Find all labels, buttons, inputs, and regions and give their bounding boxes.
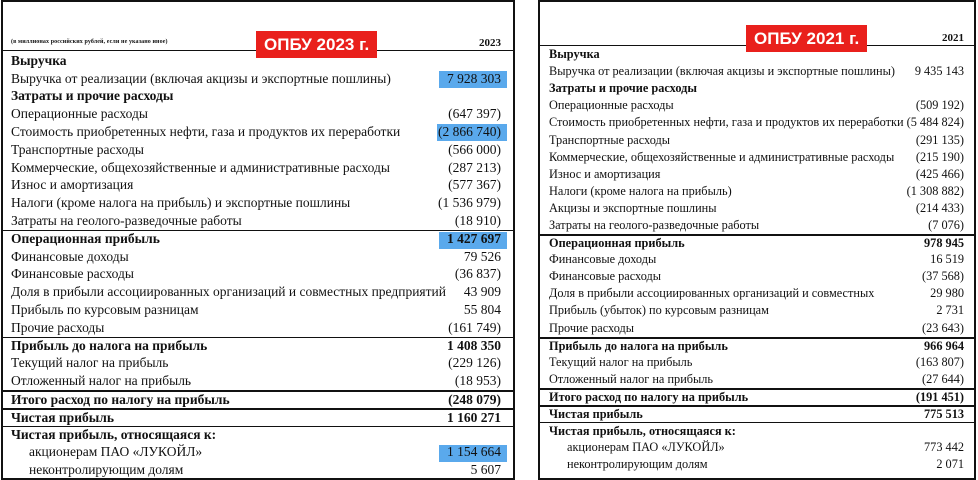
table-row bbox=[3, 230, 513, 248]
table-row bbox=[540, 422, 974, 439]
table-row bbox=[540, 439, 974, 456]
row-value: 5 607 bbox=[470, 462, 501, 478]
row-value: 43 909 bbox=[463, 284, 501, 300]
row-value: (248 079) bbox=[448, 392, 501, 408]
row-label: Износ и амортизация bbox=[549, 166, 661, 181]
row-label: Налоги (кроме налога на прибыль) и экспортные пошлины bbox=[11, 195, 351, 211]
table-row bbox=[540, 268, 974, 285]
statement-rows bbox=[540, 46, 974, 473]
row-label: Транспортные расходы bbox=[549, 132, 671, 147]
table-row bbox=[3, 212, 513, 230]
table-row bbox=[540, 371, 974, 388]
statement-rows bbox=[3, 52, 513, 479]
row-label: Затраты и прочие расходы bbox=[11, 88, 174, 104]
row-label: Доля в прибыли ассоциированных организаций и совместных предприятий bbox=[11, 284, 446, 300]
row-label: Прибыль до налога на прибыль bbox=[11, 338, 208, 354]
table-row bbox=[540, 166, 974, 183]
badge-2023: ОПБУ 2023 г. bbox=[256, 31, 377, 58]
row-value: (23 643) bbox=[921, 320, 964, 335]
table-row bbox=[3, 141, 513, 159]
row-value: (577 367) bbox=[448, 177, 501, 193]
row-value: 775 513 bbox=[924, 407, 964, 422]
row-value: (7 076) bbox=[928, 217, 964, 232]
row-value: 29 980 bbox=[930, 286, 964, 301]
row-value: (37 568) bbox=[921, 269, 964, 284]
table-row bbox=[3, 70, 513, 88]
row-label: Затраты на геолого-разведочные работы bbox=[11, 213, 242, 229]
table-row bbox=[540, 234, 974, 251]
table-row bbox=[3, 426, 513, 444]
row-value: (229 126) bbox=[448, 355, 501, 371]
table-row bbox=[3, 337, 513, 355]
row-label: Отложенный налог на прибыль bbox=[11, 373, 192, 389]
row-label: Отложенный налог на прибыль bbox=[549, 371, 714, 386]
row-value: (509 192) bbox=[915, 98, 964, 113]
row-label: Чистая прибыль, относящаяся к: bbox=[549, 423, 736, 438]
row-label: Чистая прибыль, относящаяся к: bbox=[11, 427, 217, 443]
row-value: (647 397) bbox=[448, 106, 501, 122]
row-label: неконтролирующим долям bbox=[567, 457, 708, 472]
row-label: Выручка bbox=[549, 47, 600, 62]
row-value: 773 442 bbox=[924, 440, 964, 455]
row-label: Итого расход по налогу на прибыль bbox=[549, 389, 749, 404]
row-label: Затраты и прочие расходы bbox=[549, 81, 697, 96]
row-value: (161 749) bbox=[448, 319, 501, 335]
table-row bbox=[540, 337, 974, 354]
row-value: 1 160 271 bbox=[447, 409, 501, 425]
row-value: 55 804 bbox=[463, 302, 501, 318]
row-label: Доля в прибыли ассоциированных организаций и совместных bbox=[549, 286, 875, 301]
row-label: Транспортные расходы bbox=[11, 141, 144, 157]
row-value: (566 000) bbox=[448, 141, 501, 157]
row-label: Прибыль до налога на прибыль bbox=[549, 338, 728, 353]
row-label: Прибыль (убыток) по курсовым разницам bbox=[549, 303, 769, 318]
row-label: Финансовые расходы bbox=[11, 266, 134, 282]
table-row bbox=[3, 390, 513, 408]
table-row bbox=[540, 320, 974, 337]
table-row bbox=[540, 200, 974, 217]
row-value: 1 427 697 bbox=[447, 231, 501, 247]
row-label: неконтролирующим долям bbox=[29, 462, 184, 478]
table-row bbox=[3, 266, 513, 284]
year-header: 2021 bbox=[942, 32, 964, 44]
row-label: Выручка от реализации (включая акцизы и экспортные пошлины) bbox=[549, 64, 895, 79]
table-row bbox=[540, 183, 974, 200]
row-label: Итого расход по налогу на прибыль bbox=[11, 392, 230, 408]
row-value: (425 466) bbox=[915, 166, 964, 181]
row-value: (215 190) bbox=[915, 149, 964, 164]
row-label: Операционные расходы bbox=[11, 106, 148, 122]
table-row bbox=[540, 97, 974, 114]
table-row bbox=[3, 194, 513, 212]
table-row bbox=[540, 149, 974, 166]
table-row bbox=[3, 301, 513, 319]
row-label: Чистая прибыль bbox=[549, 407, 643, 422]
row-label: Затраты на геолого-разведочные работы bbox=[549, 217, 760, 232]
row-value: 2 731 bbox=[936, 303, 964, 318]
table-row bbox=[540, 217, 974, 234]
table-row bbox=[3, 461, 513, 479]
table-row bbox=[3, 177, 513, 195]
row-value: (36 837) bbox=[454, 266, 501, 282]
row-value: (5 484 824) bbox=[906, 115, 964, 130]
row-label: Прочие расходы bbox=[11, 319, 105, 335]
table-row bbox=[3, 105, 513, 123]
row-value: (1 308 882) bbox=[906, 183, 964, 198]
row-label: Операционная прибыль bbox=[549, 236, 685, 251]
row-value: 16 519 bbox=[930, 252, 964, 267]
row-label: Чистая прибыль bbox=[11, 409, 114, 425]
row-value: (214 433) bbox=[915, 200, 964, 215]
table-row bbox=[3, 355, 513, 373]
row-label: Финансовые доходы bbox=[549, 252, 657, 267]
row-label: Финансовые доходы bbox=[11, 248, 129, 264]
row-value: (191 451) bbox=[915, 389, 964, 404]
table-row bbox=[540, 405, 974, 422]
row-value: (27 644) bbox=[921, 371, 964, 386]
row-value: (163 807) bbox=[915, 354, 964, 369]
row-value: (18 953) bbox=[454, 373, 501, 389]
left-statement-2023 bbox=[1, 0, 515, 480]
table-row bbox=[540, 251, 974, 268]
row-label: Выручка bbox=[11, 52, 67, 68]
row-value: (287 213) bbox=[448, 159, 501, 175]
table-row bbox=[3, 88, 513, 106]
row-value: 1 154 664 bbox=[447, 444, 501, 460]
row-value: 7 928 303 bbox=[447, 70, 501, 86]
row-label: акционерам ПАО «ЛУКОЙЛ» bbox=[567, 440, 725, 455]
row-value: 79 526 bbox=[463, 248, 501, 264]
table-row bbox=[3, 408, 513, 426]
row-value: 966 964 bbox=[924, 338, 964, 353]
table-row bbox=[3, 444, 513, 462]
table-row bbox=[540, 285, 974, 302]
badge-2021: ОПБУ 2021 г. bbox=[746, 25, 867, 52]
units-note: (в миллионах российских рублей, если не указано иное) bbox=[11, 39, 168, 45]
table-row bbox=[540, 456, 974, 473]
row-value: (1 536 979) bbox=[438, 195, 501, 211]
year-header: 2023 bbox=[479, 37, 501, 49]
table-row bbox=[540, 63, 974, 80]
row-value: (291 135) bbox=[915, 132, 964, 147]
row-label: Акцизы и экспортные пошлины bbox=[549, 200, 717, 215]
table-row bbox=[3, 248, 513, 266]
row-label: Финансовые расходы bbox=[549, 269, 662, 284]
table-row bbox=[3, 372, 513, 390]
table-row bbox=[3, 283, 513, 301]
row-label: Текущий налог на прибыль bbox=[11, 355, 169, 371]
row-label: Стоимость приобретенных нефти, газа и продуктов их переработки bbox=[11, 124, 401, 140]
row-label: Прочие расходы bbox=[549, 320, 635, 335]
row-label: Выручка от реализации (включая акцизы и экспортные пошлины) bbox=[11, 70, 391, 86]
table-row bbox=[540, 114, 974, 131]
table-row bbox=[3, 319, 513, 337]
table-row bbox=[540, 302, 974, 319]
row-label: Коммерческие, общехозяйственные и административные расходы bbox=[11, 159, 390, 175]
row-label: Коммерческие, общехозяйственные и административные расходы bbox=[549, 149, 895, 164]
table-row bbox=[540, 131, 974, 148]
table-row bbox=[540, 80, 974, 97]
table-row bbox=[3, 159, 513, 177]
row-value: 1 408 350 bbox=[447, 338, 501, 354]
row-value: (18 910) bbox=[454, 213, 501, 229]
row-label: Налоги (кроме налога на прибыль) bbox=[549, 183, 732, 198]
table-row bbox=[3, 123, 513, 141]
right-statement-2021 bbox=[538, 0, 976, 480]
row-value: 9 435 143 bbox=[914, 64, 964, 79]
row-value: 2 071 bbox=[936, 457, 964, 472]
row-label: акционерам ПАО «ЛУКОЙЛ» bbox=[29, 444, 203, 460]
row-value: (2 866 740) bbox=[438, 124, 501, 140]
row-label: Операционные расходы bbox=[549, 98, 674, 113]
row-label: Операционная прибыль bbox=[11, 231, 160, 247]
table-row bbox=[540, 354, 974, 371]
row-label: Прибыль по курсовым разницам bbox=[11, 302, 199, 318]
row-label: Стоимость приобретенных нефти, газа и продуктов их переработки bbox=[549, 115, 904, 130]
row-value: 978 945 bbox=[924, 236, 964, 251]
row-label: Текущий налог на прибыль bbox=[549, 354, 693, 369]
row-label: Износ и амортизация bbox=[11, 177, 134, 193]
table-row bbox=[540, 388, 974, 405]
